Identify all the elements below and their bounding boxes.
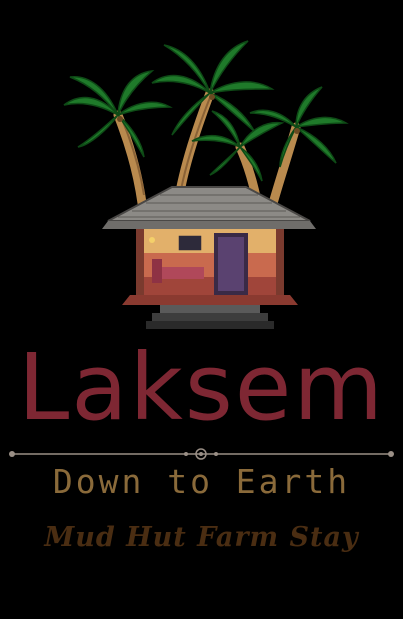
ornamental-divider-icon (8, 446, 395, 462)
brand-name: Laksem (17, 334, 386, 441)
subtitle: Mud Hut Farm Stay (44, 522, 359, 553)
hut-walls (136, 229, 284, 297)
tagline: Down to Earth (52, 462, 351, 501)
mud-hut-with-palm-trees-icon (60, 35, 350, 335)
hut-steps (122, 295, 298, 329)
hut-roof (102, 187, 316, 229)
